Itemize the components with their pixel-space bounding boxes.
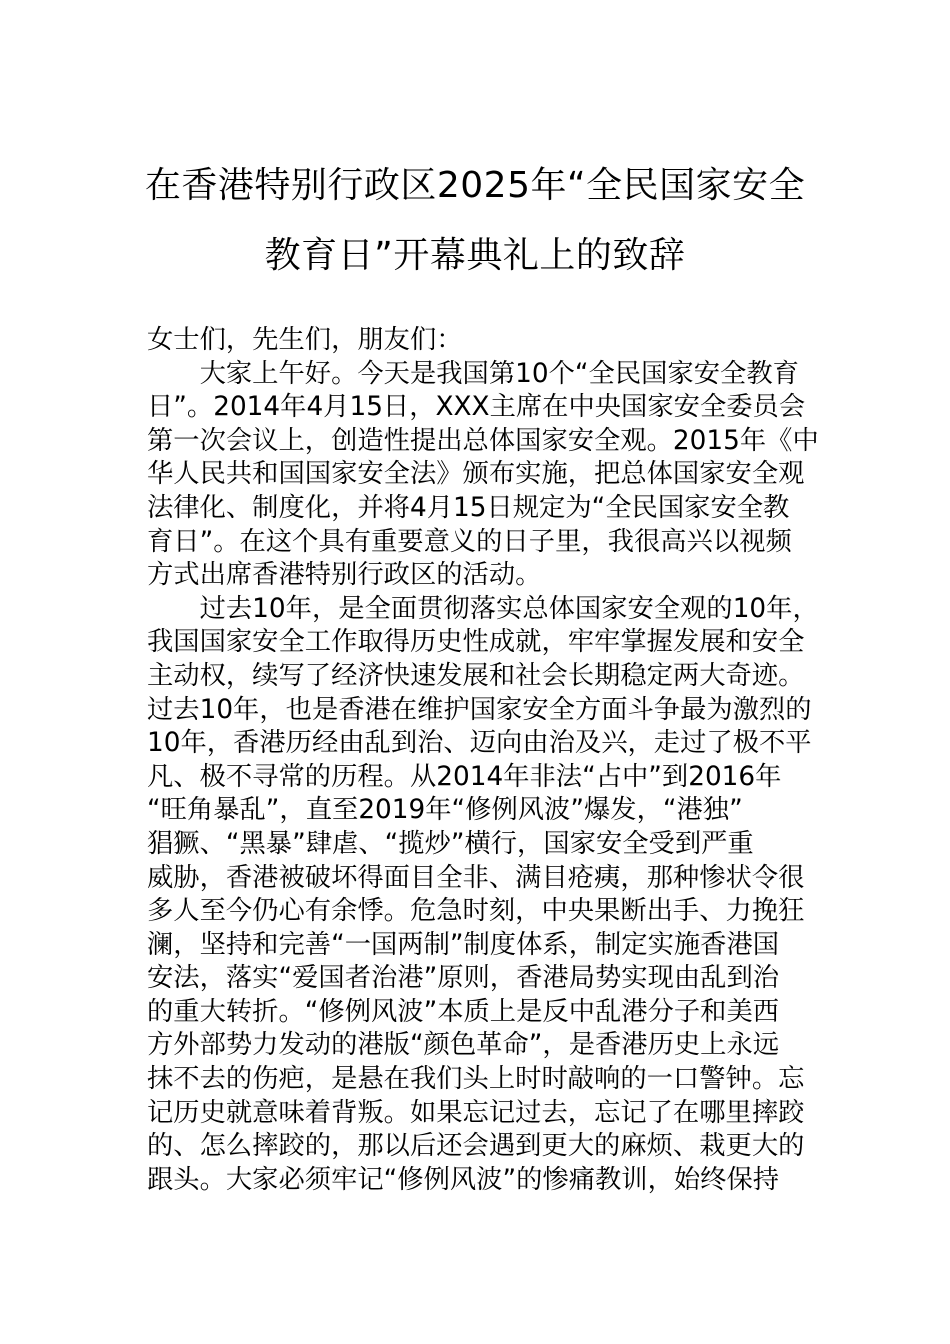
body-line: 的重大转折。“修例风波”本质上是反中乱港分子和美西 (147, 996, 780, 1027)
body-line: 方外部势力发动的港版“颜色革命”，是香港历史上永远 (147, 1030, 780, 1061)
body-line: 跟头。大家必须牢记“修例风波”的惨痛教训，始终保持 (147, 1164, 780, 1195)
body-line: 过去10年，也是香港在维护国家安全方面斗争最为激烈的 (147, 694, 812, 725)
body-line: 10年，香港历经由乱到治、迈向由治及兴，走过了极不平 (147, 728, 812, 759)
body-line: 的、怎么摔跤的，那以后还会遇到更大的麻烦、栽更大的 (147, 1131, 805, 1162)
body-line: 记历史就意味着背叛。如果忘记过去，忘记了在哪里摔跤 (147, 1097, 805, 1128)
body-line: 猖獗、“黑暴”肆虐、“揽炒”横行，国家安全受到严重 (147, 828, 754, 859)
body-line: 凡、极不寻常的历程。从2014年非法“占中”到2016年 (147, 761, 782, 792)
document-title-line-1: 在香港特别行政区2025年“全民国家安全 (144, 165, 806, 206)
body-line: 方式出席香港特别行政区的活动。 (147, 560, 542, 591)
document-title-line-2: 教育日”开幕典礼上的致辞 (264, 235, 686, 276)
document-body (147, 324, 817, 1197)
body-line: 主动权，续写了经济快速发展和社会长期稳定两大奇迹。 (147, 660, 805, 691)
body-line: 华人民共和国国家安全法》颁布实施，把总体国家安全观 (147, 459, 805, 490)
body-line: 第一次会议上，创造性提出总体国家安全观。2015年《中 (147, 425, 819, 456)
body-line: 大家上午好。今天是我国第10个“全民国家安全教育 (147, 358, 799, 389)
body-line: 育日”。在这个具有重要意义的日子里，我很高兴以视频 (147, 526, 792, 557)
body-line: 威胁，香港被破坏得面目全非、满目疮痍，那种惨状令很 (147, 862, 805, 893)
body-line: “旺角暴乱”，直至2019年“修例风波”爆发，“港独” (147, 795, 743, 826)
body-line: 我国国家安全工作取得历史性成就，牢牢掌握发展和安全 (147, 627, 805, 658)
body-line: 法律化、制度化，并将4月15日规定为“全民国家安全教 (147, 492, 790, 523)
body-line: 安法，落实“爱国者治港”原则，香港局势实现由乱到治 (147, 963, 780, 994)
body-line: 澜，坚持和完善“一国两制”制度体系，制定实施香港国 (147, 929, 780, 960)
body-line: 过去10年，是全面贯彻落实总体国家安全观的10年， (147, 593, 819, 624)
body-line: 多人至今仍心有余悸。危急时刻，中央果断出手、力挽狂 (147, 896, 805, 927)
body-line: 女士们，先生们，朋友们： (147, 325, 463, 355)
body-line: 日”。2014年4月15日，XXX主席在中央国家安全委员会 (147, 392, 806, 423)
body-line: 抹不去的伤疤，是悬在我们头上时时敲响的一口警钟。忘 (147, 1064, 805, 1095)
